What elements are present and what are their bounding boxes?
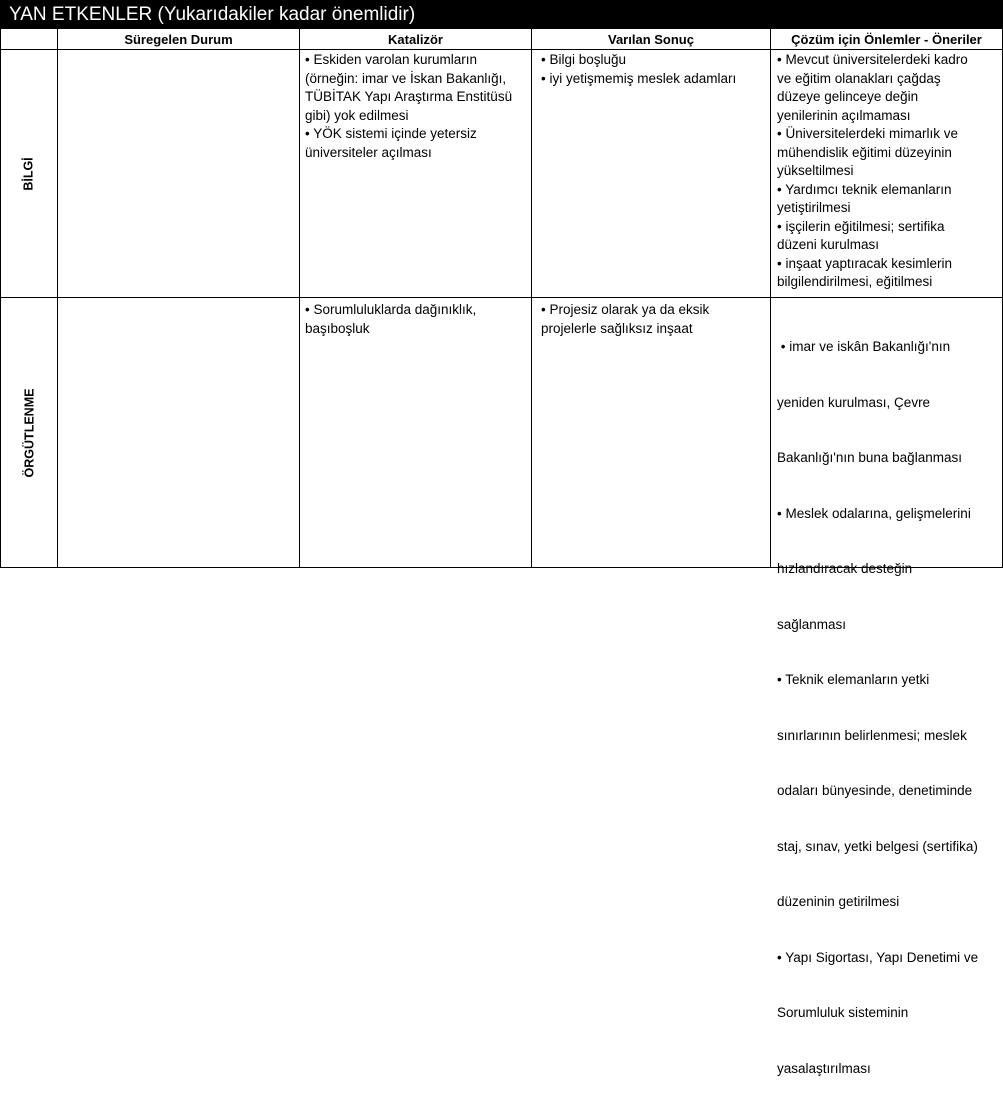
row-label-bilgi xyxy=(0,50,58,297)
cell-line: • Yapı Sigortası, Yapı Denetimi ve xyxy=(777,949,979,965)
cell-line: • Bilgi boşluğu xyxy=(541,52,627,67)
column-header-varilan-sonuc: Varılan Sonuç xyxy=(608,32,694,47)
cell-orgutlenme-katalizor xyxy=(305,301,529,338)
column-divider xyxy=(531,29,532,568)
cell-line: • Eskiden varolan kurumların xyxy=(305,52,478,67)
cell-line: (örneğin: imar ve İskan Bakanlığı, xyxy=(305,70,507,86)
cell-line: yetiştirilmesi xyxy=(777,200,851,215)
cell-line: • Yardımcı teknik elemanların xyxy=(777,181,952,197)
cell-line: staj, sınav, yetki belgesi (sertifika) xyxy=(777,838,978,854)
cell-line: başıboşluk xyxy=(305,320,370,336)
column-divider xyxy=(299,29,300,568)
cell-line: yasalaştırılması xyxy=(777,1060,871,1076)
cell-line: • inşaat yaptıracak kesimlerin xyxy=(777,255,953,271)
column-header-suregelen-durum: Süregelen Durum xyxy=(124,32,233,47)
cell-bilgi-cozum xyxy=(777,51,1001,292)
factors-table xyxy=(0,29,1003,1076)
cell-line: • Mevcut üniversitelerdeki kadro xyxy=(777,52,968,67)
header-divider xyxy=(0,49,1003,50)
cell-line: Sorumluluk sisteminin xyxy=(777,1005,909,1020)
cell-line: • Üniversitelerdeki mimarlık ve xyxy=(777,126,959,141)
cell-line: • imar ve iskân Bakanlığı'nın xyxy=(777,339,951,354)
cell-line: • Meslek odalarına, gelişmelerini xyxy=(777,505,971,521)
column-header-katalizor: Katalizör xyxy=(388,32,443,47)
cell-orgutlenme-sonuc xyxy=(541,301,767,338)
cell-line: • iyi yetişmemiş meslek adamları xyxy=(541,70,737,86)
column-header-cozum-onerileri: Çözüm için Önlemler - Öneriler xyxy=(791,32,982,47)
cell-line: bilgilendirilmesi, eğitilmesi xyxy=(777,274,933,289)
cell-line: ve eğitim olanakları çağdaş xyxy=(777,70,941,86)
cell-line: • Projesiz olarak ya da eksik xyxy=(541,302,710,317)
row-divider xyxy=(0,297,1003,298)
cell-line: düzeye gelinceye değin xyxy=(777,89,919,104)
cell-line: • işçilerin eğitilmesi; sertifika xyxy=(777,218,945,234)
cell-line: sağlanması xyxy=(777,616,847,632)
cell-line: TÜBİTAK Yapı Araştırma Enstitüsü xyxy=(305,89,513,104)
cell-line: üniversiteler açılması xyxy=(305,144,432,160)
cell-bilgi-sonuc xyxy=(541,51,767,88)
cell-line: düzeninin getirilmesi xyxy=(777,894,900,909)
cell-line: yenilerinin açılmaması xyxy=(777,107,911,123)
cell-line: mühendislik eğitimi düzeyinin xyxy=(777,144,952,160)
row-label-text: ÖRGÜTLENME xyxy=(22,388,37,477)
cell-line: düzeni kurulması xyxy=(777,237,880,252)
cell-line: • Teknik elemanların yetki xyxy=(777,672,930,687)
row-label-text: BİLGİ xyxy=(22,156,36,191)
cell-line: sınırlarının belirlenmesi; meslek xyxy=(777,727,967,743)
cell-line: • YÖK sistemi içinde yetersiz xyxy=(305,126,477,141)
cell-line: hızlandıracak desteğin xyxy=(777,561,913,576)
cell-line: yükseltilmesi xyxy=(777,163,854,178)
cell-line: gibi) yok edilmesi xyxy=(305,107,409,123)
cell-line: Bakanlığı'nın buna bağlanması xyxy=(777,450,962,465)
cell-orgutlenme-cozum xyxy=(777,301,1001,1115)
cell-bilgi-katalizor xyxy=(305,51,529,162)
cell-line: yeniden kurulması, Çevre xyxy=(777,394,931,410)
table-title: YAN ETKENLER (Yukarıdakiler kadar önemlidir) xyxy=(0,0,1003,29)
cell-line: odaları bünyesinde, denetiminde xyxy=(777,783,973,798)
row-label-orgutlenme xyxy=(0,298,58,567)
cell-line: projelerle sağlıksız inşaat xyxy=(541,320,693,336)
cell-line: • Sorumluluklarda dağınıklık, xyxy=(305,302,477,317)
column-divider xyxy=(770,29,771,568)
